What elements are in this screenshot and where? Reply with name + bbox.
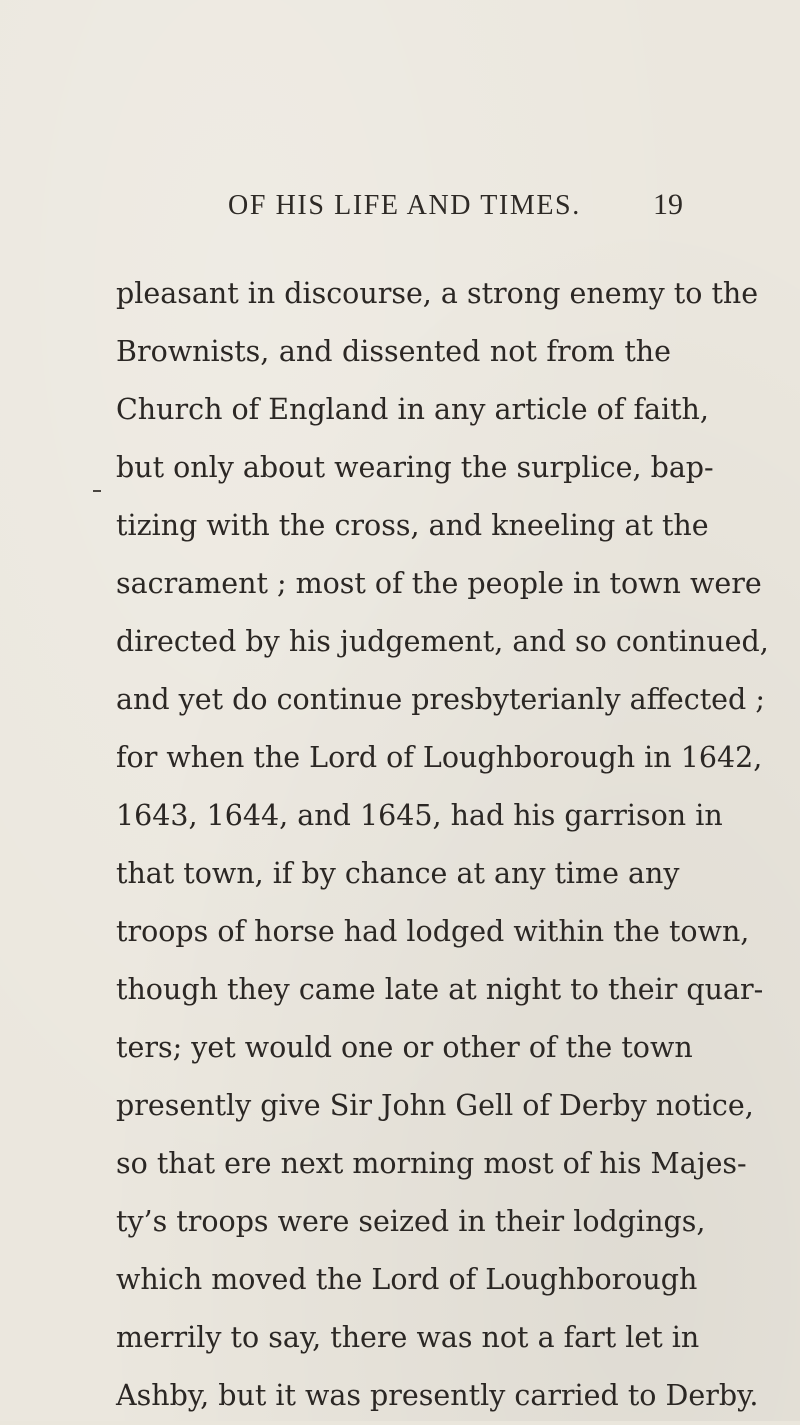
text-line: ters; yet would one or other of the town	[116, 1031, 693, 1064]
text-line: that town, if by chance at any time any	[116, 857, 680, 890]
margin-mark	[93, 490, 101, 492]
text-line: tizing with the cross, and kneeling at the	[116, 509, 709, 542]
text-line: but only about wearing the surplice, bap-	[116, 451, 714, 484]
text-line: 1643, 1644, and 1645, had his garrison in	[116, 799, 723, 832]
text-line: though they came late at night to their quar-	[116, 973, 764, 1006]
text-line: ty’s troops were seized in their lodgings,	[116, 1205, 706, 1238]
text-line: for when the Lord of Loughborough in 1642,	[116, 741, 763, 774]
text-line: and yet do continue presbyterianly affected ;	[116, 683, 765, 716]
text-line: Brownists, and dissented not from the	[116, 335, 671, 368]
text-line: directed by his judgement, and so continued,	[116, 625, 769, 658]
page-number: 19	[653, 188, 683, 221]
running-head	[228, 190, 698, 230]
text-line: merrily to say, there was not a fart let in	[116, 1321, 700, 1354]
text-line: so that ere next morning most of his Majes-	[116, 1147, 747, 1180]
text-line: sacrament ; most of the people in town were	[116, 567, 762, 600]
text-line-last: Ashby, but it was presently carried to Derby.	[116, 1379, 759, 1412]
text-line: troops of horse had lodged within the town,	[116, 915, 750, 948]
text-line: Church of England in any article of faith,	[116, 393, 709, 426]
text-line: which moved the Lord of Loughborough	[116, 1263, 698, 1296]
running-head-title: OF HIS LIFE AND TIMES.	[228, 190, 581, 221]
text-line: pleasant in discourse, a strong enemy to the	[116, 277, 759, 310]
text-line: presently give Sir John Gell of Derby notice,	[116, 1089, 754, 1122]
